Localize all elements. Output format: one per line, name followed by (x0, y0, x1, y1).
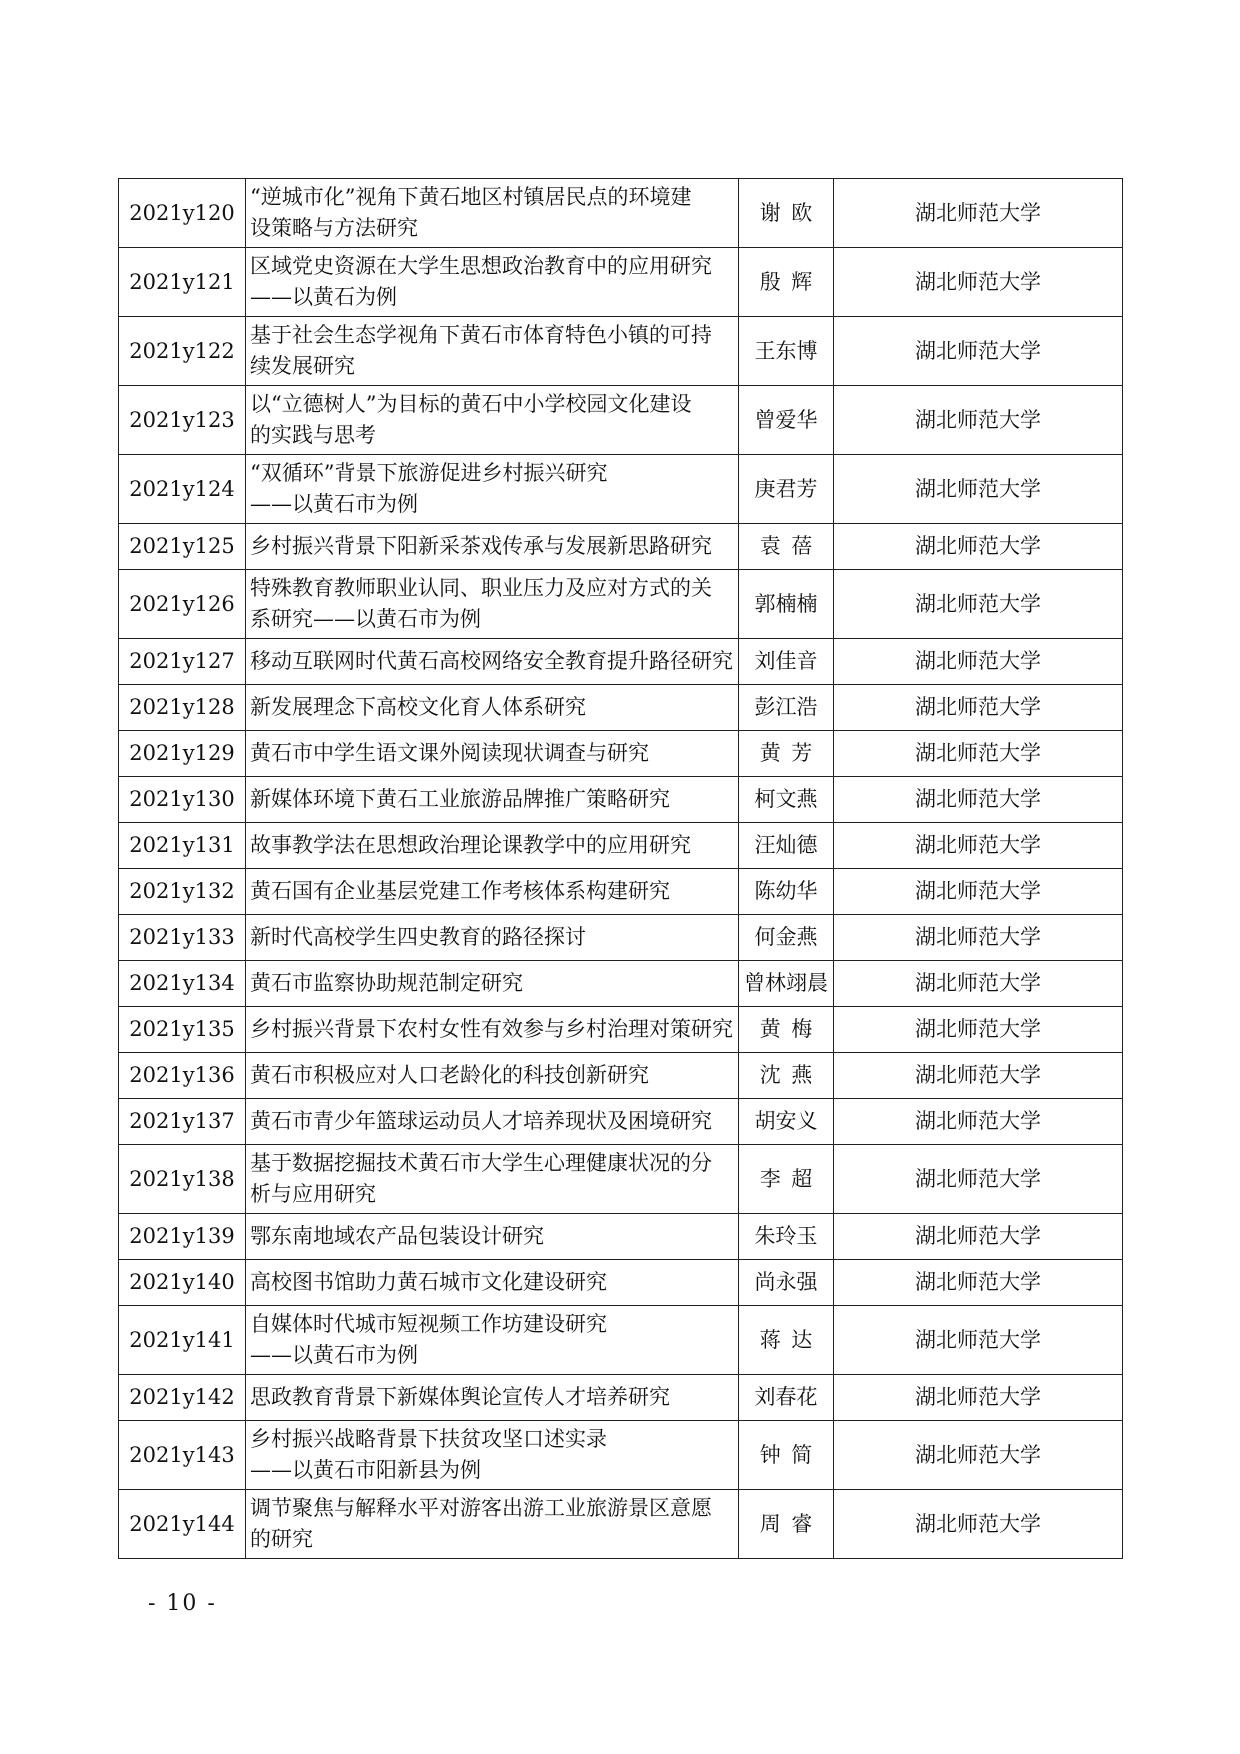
institution: 湖北师范大学 (834, 1490, 1123, 1559)
table-row (119, 1214, 1123, 1260)
project-title-line: “双循环”背景下旅游促进乡村振兴研究 (250, 461, 608, 485)
project-leader: 曾爱华 (739, 386, 834, 455)
project-leader: 陈幼华 (739, 869, 834, 915)
project-leader: 王东博 (739, 317, 834, 386)
project-title-line: 以“立德树人”为目标的黄石中小学校园文化建设 (250, 392, 692, 416)
project-title-line: ——以黄石市为例 (250, 1343, 418, 1367)
table-row (119, 1145, 1123, 1214)
institution: 湖北师范大学 (834, 961, 1123, 1007)
table-row (119, 777, 1123, 823)
project-title-line: 乡村振兴战略背景下扶贫攻坚口述实录 (250, 1427, 607, 1451)
institution: 湖北师范大学 (834, 455, 1123, 524)
project-title (246, 1007, 739, 1053)
project-title-line: 移动互联网时代黄石高校网络安全教育提升路径研究 (250, 649, 733, 673)
institution: 湖北师范大学 (834, 823, 1123, 869)
project-title (246, 317, 739, 386)
project-title-line: 黄石市青少年篮球运动员人才培养现状及困境研究 (250, 1109, 712, 1133)
table-row (119, 1053, 1123, 1099)
table-row (119, 1375, 1123, 1421)
project-title-line: 区域党史资源在大学生思想政治教育中的应用研究 (250, 254, 712, 278)
project-leader: 刘春花 (739, 1375, 834, 1421)
table-row (119, 1306, 1123, 1375)
project-title-line: 鄂东南地域农产品包装设计研究 (250, 1224, 544, 1248)
project-code: 2021y122 (119, 317, 246, 386)
project-code: 2021y140 (119, 1260, 246, 1306)
project-title (246, 869, 739, 915)
project-leader: 尚永强 (739, 1260, 834, 1306)
project-leader: 彭江浩 (739, 685, 834, 731)
project-code: 2021y126 (119, 570, 246, 639)
institution: 湖北师范大学 (834, 685, 1123, 731)
project-code: 2021y127 (119, 639, 246, 685)
institution: 湖北师范大学 (834, 1375, 1123, 1421)
project-leader: 刘佳音 (739, 639, 834, 685)
project-leader: 胡安义 (739, 1099, 834, 1145)
project-title-line: 乡村振兴背景下农村女性有效参与乡村治理对策研究 (250, 1017, 733, 1041)
project-code: 2021y124 (119, 455, 246, 524)
project-title-line: ——以黄石市为例 (250, 492, 418, 516)
institution: 湖北师范大学 (834, 1145, 1123, 1214)
project-title-line: 新发展理念下高校文化育人体系研究 (250, 695, 586, 719)
project-title (246, 1421, 739, 1490)
table-row (119, 1260, 1123, 1306)
institution: 湖北师范大学 (834, 777, 1123, 823)
project-title-line: 系研究——以黄石市为例 (250, 607, 481, 631)
project-leader: 黄芳 (739, 731, 834, 777)
project-title (246, 1490, 739, 1559)
project-title-line: 特殊教育教师职业认同、职业压力及应对方式的关 (250, 576, 712, 600)
institution: 湖北师范大学 (834, 1214, 1123, 1260)
project-title (246, 639, 739, 685)
institution: 湖北师范大学 (834, 1053, 1123, 1099)
project-title-line: 续发展研究 (250, 354, 355, 378)
project-leader: 周睿 (739, 1490, 834, 1559)
project-title-line: ——以黄石市阳新县为例 (250, 1458, 481, 1482)
institution: 湖北师范大学 (834, 524, 1123, 570)
project-title-line: 的研究 (250, 1527, 313, 1551)
project-code: 2021y136 (119, 1053, 246, 1099)
project-title (246, 1260, 739, 1306)
project-code: 2021y123 (119, 386, 246, 455)
project-code: 2021y133 (119, 915, 246, 961)
table-row (119, 685, 1123, 731)
project-code: 2021y135 (119, 1007, 246, 1053)
table-row (119, 317, 1123, 386)
project-title-line: ——以黄石为例 (250, 285, 397, 309)
table-row (119, 961, 1123, 1007)
table-row (119, 1490, 1123, 1559)
project-leader: 李超 (739, 1145, 834, 1214)
table-row (119, 570, 1123, 639)
project-title (246, 961, 739, 1007)
table-row (119, 179, 1123, 248)
institution: 湖北师范大学 (834, 1007, 1123, 1053)
project-title (246, 777, 739, 823)
table-row (119, 869, 1123, 915)
institution: 湖北师范大学 (834, 1306, 1123, 1375)
project-title-line: “逆城市化”视角下黄石地区村镇居民点的环境建 (250, 185, 692, 209)
project-title (246, 1099, 739, 1145)
project-title (246, 823, 739, 869)
project-code: 2021y143 (119, 1421, 246, 1490)
project-code: 2021y120 (119, 179, 246, 248)
institution: 湖北师范大学 (834, 869, 1123, 915)
project-leader: 袁蓓 (739, 524, 834, 570)
project-table (118, 178, 1123, 1559)
institution: 湖北师范大学 (834, 639, 1123, 685)
project-code: 2021y144 (119, 1490, 246, 1559)
project-code: 2021y128 (119, 685, 246, 731)
project-leader: 谢欧 (739, 179, 834, 248)
project-code: 2021y137 (119, 1099, 246, 1145)
project-title-line: 黄石市积极应对人口老龄化的科技创新研究 (250, 1063, 649, 1087)
project-code: 2021y121 (119, 248, 246, 317)
institution: 湖北师范大学 (834, 1421, 1123, 1490)
project-leader: 沈燕 (739, 1053, 834, 1099)
project-title-line: 析与应用研究 (250, 1182, 376, 1206)
table-row (119, 524, 1123, 570)
project-leader: 殷辉 (739, 248, 834, 317)
project-title (246, 1306, 739, 1375)
project-leader: 朱玲玉 (739, 1214, 834, 1260)
page-number: - 10 - (148, 1591, 217, 1616)
institution: 湖北师范大学 (834, 386, 1123, 455)
project-leader: 何金燕 (739, 915, 834, 961)
project-leader: 郭楠楠 (739, 570, 834, 639)
institution: 湖北师范大学 (834, 731, 1123, 777)
table-row (119, 823, 1123, 869)
project-code: 2021y141 (119, 1306, 246, 1375)
project-leader: 柯文燕 (739, 777, 834, 823)
project-title-line: 新时代高校学生四史教育的路径探讨 (250, 925, 586, 949)
table-row (119, 731, 1123, 777)
project-title (246, 731, 739, 777)
project-code: 2021y142 (119, 1375, 246, 1421)
table-row (119, 386, 1123, 455)
project-code: 2021y129 (119, 731, 246, 777)
project-title (246, 179, 739, 248)
project-leader: 钟简 (739, 1421, 834, 1490)
project-code: 2021y125 (119, 524, 246, 570)
table-row (119, 915, 1123, 961)
institution: 湖北师范大学 (834, 570, 1123, 639)
table-body (119, 179, 1123, 1559)
project-leader: 蒋达 (739, 1306, 834, 1375)
project-title (246, 915, 739, 961)
project-title (246, 248, 739, 317)
table-row (119, 248, 1123, 317)
project-title (246, 1053, 739, 1099)
project-title-line: 基于数据挖掘技术黄石市大学生心理健康状况的分 (250, 1151, 712, 1175)
project-title (246, 685, 739, 731)
project-title (246, 1375, 739, 1421)
table-row (119, 455, 1123, 524)
project-title-line: 新媒体环境下黄石工业旅游品牌推广策略研究 (250, 787, 670, 811)
project-leader: 汪灿德 (739, 823, 834, 869)
project-leader: 黄梅 (739, 1007, 834, 1053)
project-code: 2021y132 (119, 869, 246, 915)
project-title (246, 386, 739, 455)
project-title-line: 黄石市中学生语文课外阅读现状调查与研究 (250, 741, 649, 765)
project-leader: 庚君芳 (739, 455, 834, 524)
table-row (119, 639, 1123, 685)
project-code: 2021y134 (119, 961, 246, 1007)
table-row (119, 1421, 1123, 1490)
project-title (246, 1145, 739, 1214)
institution: 湖北师范大学 (834, 915, 1123, 961)
project-code: 2021y130 (119, 777, 246, 823)
project-title-line: 思政教育背景下新媒体舆论宣传人才培养研究 (250, 1385, 670, 1409)
project-title-line: 的实践与思考 (250, 423, 376, 447)
project-title (246, 1214, 739, 1260)
project-title-line: 故事教学法在思想政治理论课教学中的应用研究 (250, 833, 691, 857)
project-title-line: 调节聚焦与解释水平对游客出游工业旅游景区意愿 (250, 1496, 712, 1520)
project-code: 2021y139 (119, 1214, 246, 1260)
project-title (246, 455, 739, 524)
project-title (246, 524, 739, 570)
project-title-line: 黄石国有企业基层党建工作考核体系构建研究 (250, 879, 670, 903)
institution: 湖北师范大学 (834, 1099, 1123, 1145)
project-code: 2021y131 (119, 823, 246, 869)
table-row (119, 1007, 1123, 1053)
institution: 湖北师范大学 (834, 248, 1123, 317)
project-title (246, 570, 739, 639)
project-title-line: 黄石市监察协助规范制定研究 (250, 971, 523, 995)
project-title-line: 自媒体时代城市短视频工作坊建设研究 (250, 1312, 607, 1336)
institution: 湖北师范大学 (834, 317, 1123, 386)
project-title-line: 高校图书馆助力黄石城市文化建设研究 (250, 1270, 607, 1294)
project-code: 2021y138 (119, 1145, 246, 1214)
project-title-line: 乡村振兴背景下阳新采茶戏传承与发展新思路研究 (250, 534, 712, 558)
project-title-line: 基于社会生态学视角下黄石市体育特色小镇的可持 (250, 323, 712, 347)
project-title-line: 设策略与方法研究 (250, 216, 418, 240)
institution: 湖北师范大学 (834, 1260, 1123, 1306)
table-row (119, 1099, 1123, 1145)
project-leader: 曾林翊晨 (739, 961, 834, 1007)
institution: 湖北师范大学 (834, 179, 1123, 248)
